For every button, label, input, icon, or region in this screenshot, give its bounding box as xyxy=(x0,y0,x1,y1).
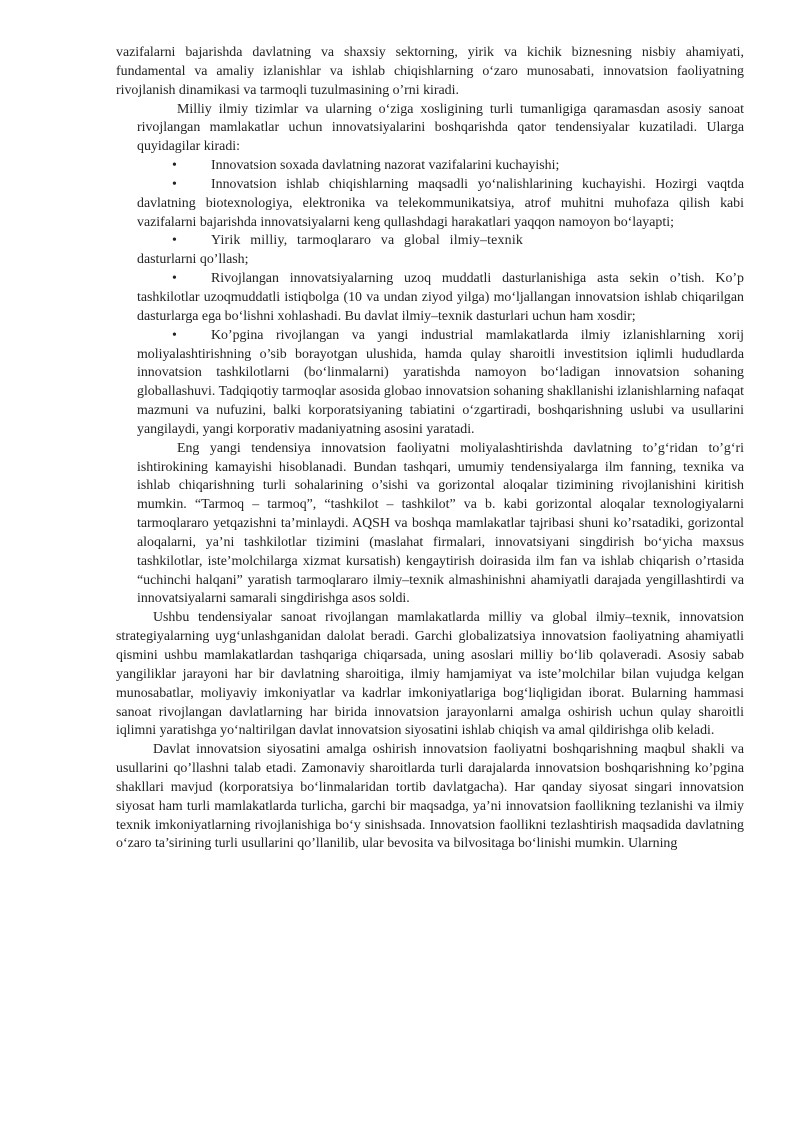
list-item-text: Innovatsion ishlab chiqishlarning maqsadli yo‘nalishlarining kuchayishi. Hozirgi vaqtda davlatning biotexnologiya, elektronika va telekommunikatsiya, atrof muhitni muhofaza qilish kabi vazifalarni bajarishda innovatsiyalarni keng qullashdagi harakatlari yaqqon namoyon bo‘layapti; xyxy=(137,176,744,230)
bullet-marker: • xyxy=(172,176,177,192)
list-item xyxy=(137,157,744,176)
list-item xyxy=(137,327,744,440)
list-item-text: Innovatsion soxada davlatning nazorat vazifalarini kuchayishi; xyxy=(211,158,560,174)
paragraph-newest-tendency: Eng yangi tendensiya innovatsion faoliyatni moliyalashtirishda davlatning to’g‘ridan to’g‘ri ishtirokining kamayishi hisoblanadi. Bundan tashqari, umumiy tendensiyalarga ilm fanning, texnika va ishlab chiqarishning turli sohalarining o’sishi va gorizontal aloqalar tizimining rivojlanishini kiritish mumkin. “Tarmoq – tarmoq”, “tashkilot – tashkilot” va b. kabi gorizontal aloqalar texnologiyalarni tarmoqlararo yetqazishni ta’minlaydi. AQSH va boshqa mamlakatlar tajribasi shuni ko’rsatadiki, gorizontal aloqalarni, ya’ni tashkilotlar tizimini (maslahat firmalari, innovatsiyani singdirish bo‘yicha maxsus tashkilotlar, iste’molchilarga xizmat kursatish) kengaytirish doirasida ilm fan va ishlab chiqarish o’rtasida “uchinchi halqani” yaratish tarmoqlararo ilmiy–texnik almashinishni ahamiyatli darajada yengillashtirdi va innovatsiyalarni samarali singdirishga asos soldi. xyxy=(137,440,744,607)
bullet-marker: • xyxy=(172,327,177,343)
list-item xyxy=(137,232,744,251)
paragraph-strategies: Ushbu tendensiyalar sanoat rivojlangan mamlakatlarda milliy va global ilmiy–texnik, innovatsion strategiyalarning uyg‘unlashganidan dalolat beradi. Garchi globalizatsiya innovatsion faoliyatning ahamiyatli qismini ushbu mamlakatlardan tashqariga chiqarsada, uning asoslari milliy bo‘lib qolaveradi. Asosiy sabab yangiliklar jarayoni har bir davlatning sharoitiga, ilmiy hamjamiyat va iste’molchilar bilan vujudga kelgan munosabatlar, moliyaviy imkoniyatlar va kadrlar imkoniyatlariga bog‘liqligidan iborat. Bularning hammasi sanoat rivojlangan davlatlarning har birida innovatsion jarayonlarni amalga oshirish uchun qulay sharoitli iqlimni yaratishga yo‘naltirilgan davlat innovatsion siyosatini ishlab chiqish va amal qildirishga olib keladi. xyxy=(116,610,744,739)
document-page xyxy=(116,44,744,854)
bullet-marker: • xyxy=(172,158,177,174)
paragraph-state-policy: Davlat innovatsion siyosatini amalga oshirish innovatsion faoliyatni boshqarishning maqbul shakli va usullarini qo’llashni talab etadi. Zamonaviy sharoitlarda turli darajalarda innovatsion boshqarishning ko’pgina shakllari mavjud (korporatsiya bo‘linmalaridan tortib davlatgacha). Har qanday siyosat singari innovatsion siyosat ham turli mamlakatlarda turlicha, garchi bir maqsadga, ya’ni innovatsion faollikning tezlanishi va ilmiy texnik imkoniyatlarning rivojlanishiga bo‘y sinishsada. Innovatsion faollikni tezlashtirish maqsadida davlatning o‘zaro ta’sirining turli usullarini qo’llanilib, ular bevosita va bilvositaga bo‘linishi mumkin. Ularning xyxy=(116,742,744,852)
paragraph-national-systems: Milliy ilmiy tizimlar va ularning o‘ziga xosligining turli tumanligiga qaramasdan asosiy sanoat rivojlangan mamlakatlar uchun innovatsiyalarini boshqarishda qator tendensiyalar kuzatiladi. Ularga quyidagilar kiradi: xyxy=(137,101,744,155)
paragraph-intro-continuation: vazifalarni bajarishda davlatning va shaxsiy sektorning, yirik va kichik biznesning nisbiy ahamiyati, fundamental va amaliy izlanishlar va ishlab chiqishlarning o‘zaro munosabati, innovatsion faoliyatning rivojlanish dinamikasi va tarmoqli tuzulmasining o’rni kiradi. xyxy=(116,45,744,98)
bullet-marker: • xyxy=(172,271,177,287)
list-item xyxy=(137,270,744,327)
list-item-continuation: dasturlarni qo’llash; xyxy=(137,252,249,268)
list-item-text: Rivojlangan innovatsiyalarning uzoq muddatli dasturlanishiga asta sekin o’tish. Ko’p tashkilotlar uzoqmuddatli istiqbolga (10 va undan ziyod yilga) mo‘ljallangan innovatsion ishlab chiqarilgan dasturlarga ega bo‘lishni xohlashadi. Bu davlat ilmiy–texnik dasturlari uchun ham xosdir; xyxy=(137,271,744,324)
list-item-text: Ko’pgina rivojlangan va yangi industrial mamlakatlarda ilmiy izlanishlarning xorij moliyalashtirishning o’sib borayotgan ulushida, hamda qulay sharoitli investitsion iqlimli hududlarda innovatsion tashkilotlarni (bo‘linmalarni) yaratishda namoyon bo‘ladigan innovatsion sohaning globallashuvi. Tadqiqotiy tarmoqlar asosida globao innovatsion sohaning shakllanishi izlanishlarning nafaqat mazmuni va nufuzini, balki korporatsiyaning tabiatini o‘zgartiradi, boshqarishning uslubi va usullarini yangilaydi, yangi korporativ madaniyatning asosini yaratadi. xyxy=(137,327,744,437)
bullet-marker: • xyxy=(172,233,177,249)
list-item-text: Yirik milliy, tarmoqlararo va global ilmiy–texnik xyxy=(211,233,524,249)
list-item xyxy=(137,176,744,233)
